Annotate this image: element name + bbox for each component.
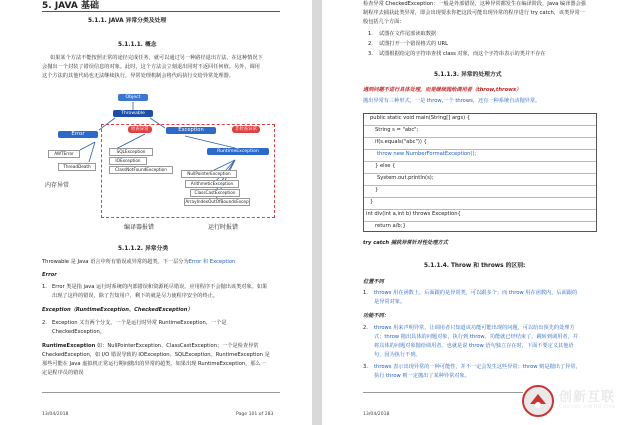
right-page — [322, 0, 640, 425]
list-item: 试图在文件尾部读取数据 — [379, 31, 437, 37]
link-error-exception[interactable]: Error 和 Exception — [188, 259, 236, 265]
code-divider — [364, 137, 596, 138]
error-heading: Error — [42, 272, 57, 278]
list-item: 试图根据给定的字符串查找 class 对象，而这个字符串表示的类并不存在 — [379, 51, 546, 57]
paragraph-line: 执行 throw 则一定抛出了某种异常对象。 — [374, 373, 470, 379]
code-divider — [364, 197, 596, 198]
node-awterror: AWTError — [48, 150, 80, 158]
code-line: return a/b;} — [375, 223, 406, 229]
list-number: 2. — [368, 41, 373, 47]
node-throwable: Throwable — [113, 110, 153, 117]
paragraph-line: 这个方法的其他代码也无法继续执行，异常处理机制会将代码执行交给异常处理器。 — [42, 73, 234, 79]
code-line: if(s.equals("abc")) { — [375, 139, 427, 145]
list-number: 1. — [368, 31, 373, 37]
code-divider — [364, 125, 596, 126]
node-exception: Exception — [166, 127, 216, 134]
node-classnotfoundexception: ClassNotFoundException — [109, 166, 173, 174]
list-number: 1. — [42, 284, 47, 290]
paragraph-line: throws 用在函数上，后面跟的是异常类，可以跟多个；而 throw 用在函数内，后面跟的 — [374, 290, 578, 296]
node-threaddeath: ThreadDeath — [58, 163, 96, 171]
code-line: public static void main(String[] args) { — [370, 115, 471, 121]
footer-date: 13/04/2018 — [363, 412, 390, 417]
node-arithmeticexception: ArithmeticException — [185, 180, 239, 188]
handling-mode-1: 遇到问题不进行具体处理，而是继续抛给调用者（throw,throws） — [363, 87, 522, 93]
section-heading: 5.1.1. JAVA 异常分类及处理 — [88, 18, 167, 24]
footer-rule — [42, 392, 280, 393]
code-divider — [364, 185, 596, 186]
caption-compile: 编译器报错 — [124, 224, 155, 231]
list-item: 试图打开一个错误格式的 URL — [379, 41, 449, 47]
code-line: } else { — [375, 163, 396, 169]
code-divider — [364, 221, 596, 222]
watermark-sub: CHUANG XIN HU LIAN — [559, 405, 616, 410]
code-divider — [364, 173, 596, 174]
node-arrayindexoutofbounds: ArrayIndexOutOfBoundsExcep — [185, 199, 249, 204]
paragraph-line: Error 类是指 java 运行时系统的内部错误和资源耗尽错误。应用程序不会抛出该类对象。如果 — [52, 284, 268, 290]
paragraph-line: 式；throw 抛出具体的问题对象，执行到 throw，功能就已经结束了，跳转到调用者，并 — [374, 334, 578, 340]
watermark-brand: 创新互联 — [559, 390, 616, 405]
checked-exception-tag: 检查异常 — [128, 126, 152, 133]
node-error: Error — [58, 131, 98, 138]
paragraph-line: 定是程序员的错误 — [42, 370, 84, 376]
footer-page: Page 101 of 283 — [236, 412, 274, 417]
code-line: String s = "abc"; — [375, 127, 419, 133]
paragraph-line: CheckedException。 — [52, 329, 105, 335]
paragraph-line: 制程序去捕获此类异常，即会出现要求你把这段可能出现异常的程序进行 try catch，该类异常一 — [363, 10, 585, 16]
list-number: 2. — [363, 325, 368, 331]
paragraph-line: 般包括几个方面： — [363, 19, 405, 25]
code-divider — [364, 209, 596, 210]
code-line: int div(int a,int b) throws Exception{ — [366, 211, 461, 217]
code-line: } — [375, 187, 379, 193]
code-divider — [364, 161, 596, 162]
paragraph-line: Exception 又有两个分支，一个是运行时异常 RuntimeException，一个是 — [52, 320, 227, 326]
footer-date: 13/04/2018 — [42, 412, 69, 417]
code-block — [363, 113, 597, 232]
paragraph-line: 会抛出一个封装了错误信息的对象。此时，这个方法会立刻退出同时不返回任何值。另外，调用 — [42, 64, 260, 70]
caption-runtime: 运行时报错 — [208, 224, 239, 231]
paragraph-line: 检查异常 CheckedException：一般是外部错误，这种异常都发生在编译阶段，Java 编译器会强 — [363, 1, 586, 7]
unchecked-exception-tag: 非检查异常 — [232, 126, 260, 133]
paragraph-line: throws 用来声明异常，让调用者只知道该功能可能出现的问题，可以给出预先的处理方 — [374, 325, 575, 331]
list-number: 3. — [363, 364, 368, 370]
node-object: Object — [118, 94, 148, 101]
node-nullpointerexception: NullPointerException — [181, 170, 237, 178]
paragraph-line: throws 表示出现异常的一种可能性，并不一定会发生这些异常；throw 则是抛出了异常， — [374, 364, 581, 370]
watermark-logo — [521, 382, 631, 420]
exception-heading: Exception（RuntimeException、CheckedException） — [42, 307, 193, 313]
code-line: } — [370, 199, 374, 205]
subsection-heading-concept: 5.1.1.1. 概念 — [118, 42, 157, 48]
paragraph-line: 如果某个方法不能按照正常的途径完成任务，就可以通过另一种路径退出方法，在这种情况下 — [50, 55, 263, 61]
subsection-heading-handling: 5.1.1.3. 异常的处理方式 — [434, 72, 502, 78]
list-number: 2. — [42, 320, 47, 326]
list-number: 1. — [363, 290, 368, 296]
list-number: 3. — [368, 51, 373, 57]
paragraph-line: RuntimeException 如：NullPointerException、ClassCastException；一个是检查异常 — [42, 343, 259, 349]
code-line: throw new NumberFormatException(); — [377, 151, 477, 157]
left-page — [0, 0, 312, 425]
position-heading: 位置不同 — [363, 279, 384, 285]
handling-mode-2: try catch 捕获异常针对性处理方式 — [363, 240, 448, 246]
chapter-title: 5. JAVA 基础 — [42, 1, 99, 11]
paragraph-line: Throwable 是 Java 语言中所有错误或异常的超类。下一层分为Error 和 Exception — [42, 259, 236, 265]
paragraph-line: 抛出异常有三种形式，一是 throw,一个 throws，还有一种系统自动抛异常。 — [363, 98, 541, 104]
caption-memory: 内存异常 — [45, 182, 70, 189]
code-divider — [364, 149, 596, 150]
subsection-heading-classification: 5.1.1.2. 异常分类 — [118, 246, 169, 252]
node-sqlexception: SQLException — [109, 148, 153, 156]
paragraph-line: 是异常对象。 — [374, 299, 406, 305]
node-ioexception: IOException — [109, 157, 147, 165]
function-heading: 功能不同： — [363, 313, 389, 319]
subsection-heading-throw-vs-throws: 5.1.1.4. Throw 和 throws 的区别: — [424, 263, 526, 269]
paragraph-line: 句，因为执行不到。 — [374, 352, 421, 358]
paragraph-line: 出现了这样的错误，除了告知用户，剩下的就是尽力使程序安全的终止。 — [52, 293, 219, 299]
node-runtimeexception: RuntimeException — [207, 148, 269, 155]
node-classcastexception: ClassCastException — [190, 189, 240, 197]
paragraph-line: CheckedException，如 I/O 错误导致的 IOException、SQLException。RuntimeException 是 — [42, 352, 270, 358]
code-line: System.out.println(s); — [377, 175, 434, 181]
brand-logo-icon — [521, 384, 555, 418]
paragraph-line: 将具体的问题对象抛给调用者。也就是说 throw 语句独立存在时，下面不要定义其他语 — [374, 343, 574, 349]
footer-rule — [363, 392, 523, 393]
paragraph-line: 那些可能在 Java 虚拟机正常运行期间抛出的异常的超类。如果出现 RuntimeException，那么一 — [42, 361, 266, 367]
